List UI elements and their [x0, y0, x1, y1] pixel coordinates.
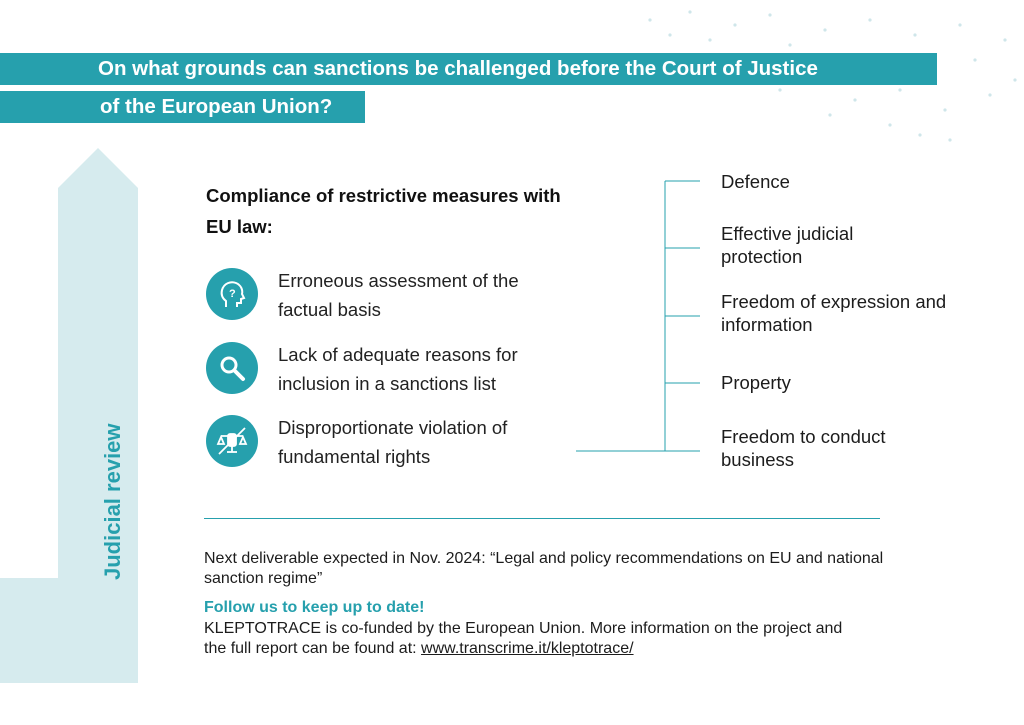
ground-item — [206, 266, 586, 326]
funding-text: KLEPTOTRACE is co-funded by the European Union. More information on the project and the full report can be found at: — [204, 620, 843, 657]
title-line-1: On what grounds can sanctions be challenged before the Court of Justice — [0, 53, 937, 85]
right-item: Property — [721, 372, 791, 393]
project-link[interactable]: www.transcrime.it/kleptotrace/ — [421, 640, 634, 657]
magnifier-icon — [206, 342, 258, 394]
ground-text: Lack of adequate reasons for inclusion in a sanctions list — [278, 344, 518, 394]
justice-scales-fist-icon — [206, 415, 258, 467]
compliance-heading: Compliance of restrictive measures with EU law: — [206, 185, 561, 237]
ground-item — [206, 340, 586, 400]
head-question-icon — [206, 268, 258, 320]
rights-connector — [570, 170, 710, 470]
side-label: Judicial review — [100, 423, 125, 580]
title-line-2: of the European Union? — [0, 91, 365, 123]
funding-note — [204, 619, 854, 659]
svg-text:?: ? — [229, 288, 236, 300]
right-item: Freedom of expression and information — [721, 291, 947, 335]
right-item: Defence — [721, 171, 790, 192]
ground-item — [206, 413, 586, 473]
ground-text: Disproportionate violation of fundamental rights — [278, 417, 508, 467]
divider — [204, 518, 880, 519]
right-item: Freedom to conduct business — [721, 426, 886, 470]
next-deliverable: Next deliverable expected in Nov. 2024: “Legal and policy recommendations on EU and national sanction regime” — [204, 550, 884, 587]
ground-text: Erroneous assessment of the factual basis — [278, 270, 519, 320]
follow-us: Follow us to keep up to date! — [204, 599, 425, 616]
right-item: Effective judicial protection — [721, 223, 854, 267]
judicial-review-arrow — [0, 148, 138, 683]
